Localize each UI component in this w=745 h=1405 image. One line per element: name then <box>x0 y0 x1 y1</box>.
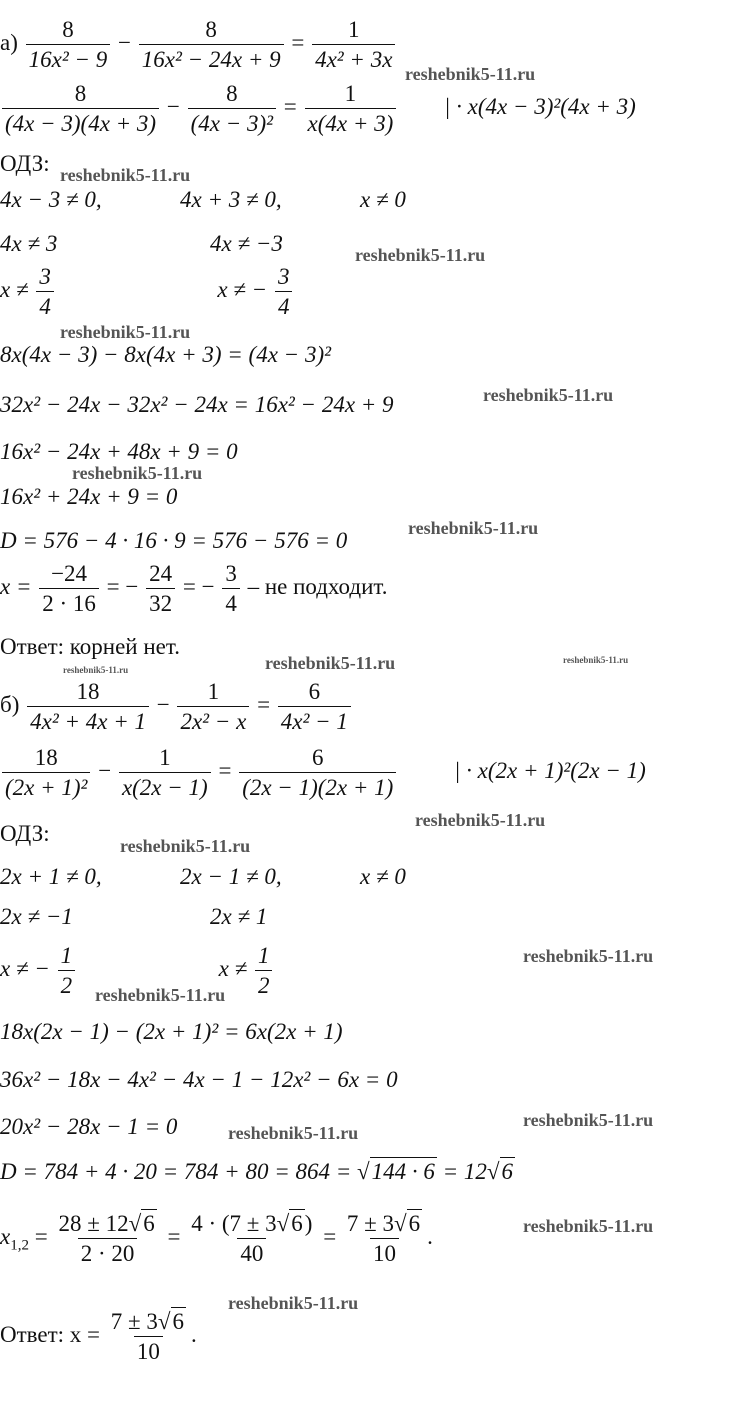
a-step4: 16x² + 24x + 9 = 0 <box>0 484 178 509</box>
numerator <box>344 1212 425 1238</box>
equals: = <box>34 1223 48 1249</box>
fraction <box>177 680 249 733</box>
fraction <box>188 82 276 135</box>
numerator: 3 <box>225 561 237 586</box>
denominator: (4x − 3)² <box>188 108 276 135</box>
b-odz-line1 <box>0 865 406 888</box>
numerator: 1 <box>207 679 220 704</box>
numerator: 18 <box>34 745 58 770</box>
fraction <box>2 746 90 799</box>
a-step1: 8x(4x − 3) − 8x(4x + 3) = (4x − 3)² <box>0 342 331 367</box>
numerator <box>188 1212 315 1238</box>
num-text: 28 ± 12 <box>58 1211 129 1236</box>
watermark: reshebnik5-11.ru <box>95 985 226 1005</box>
b-odz-line2 <box>0 905 267 928</box>
fraction <box>108 1310 189 1363</box>
numerator: 8 <box>62 17 74 42</box>
fraction <box>36 265 54 318</box>
condition: x ≠ 0 <box>360 187 406 212</box>
watermark: reshebnik5-11.ru <box>563 655 629 665</box>
label-a: а) <box>0 29 18 55</box>
numerator: 6 <box>311 745 324 770</box>
sqrt: √6 <box>128 1211 155 1236</box>
sqrt: √144 · 6 <box>356 1159 435 1184</box>
denominator: 4 <box>36 291 54 318</box>
numerator: 1 <box>60 943 73 968</box>
num-text: ) <box>304 1211 313 1236</box>
fraction <box>119 746 211 799</box>
denominator: (4x − 3)(4x + 3) <box>2 108 159 135</box>
radicand: 6 <box>172 1309 185 1334</box>
num-text: 4 · (7 ± 3 <box>191 1211 277 1236</box>
condition: 2x + 1 ≠ 0, <box>0 864 102 889</box>
condition: x ≠ <box>218 955 248 981</box>
radicand: 144 · 6 <box>371 1159 435 1184</box>
condition: 4x ≠ 3 <box>0 231 58 256</box>
denominator: 4x² + 3x <box>312 44 395 71</box>
watermark: reshebnik5-11.ru <box>483 385 614 405</box>
disc-text: = 12 <box>442 1159 487 1184</box>
sqrt: √6 <box>394 1211 421 1236</box>
root-x: x = <box>0 573 32 599</box>
denominator: 16x² − 9 <box>26 44 111 71</box>
condition: 2x − 1 ≠ 0, <box>180 864 282 889</box>
watermark: reshebnik5-11.ru <box>405 64 536 84</box>
watermark: reshebnik5-11.ru <box>228 1293 359 1313</box>
b-step1: 18x(2x − 1) − (2x + 1)² = 6x(2x + 1) <box>0 1019 343 1044</box>
watermark: reshebnik5-11.ru <box>523 1110 654 1130</box>
radicand: 6 <box>408 1211 421 1236</box>
denominator: 2x² − x <box>177 706 249 733</box>
root-note: – не подходит. <box>247 573 388 599</box>
fraction <box>139 18 284 71</box>
fraction <box>305 82 397 135</box>
condition: 2x ≠ 1 <box>210 904 268 929</box>
a-odz-line2 <box>0 232 283 255</box>
watermark: reshebnik5-11.ru <box>355 245 486 265</box>
a-step3: 16x² − 24x + 48x + 9 = 0 <box>0 439 238 464</box>
fraction <box>312 18 395 71</box>
watermark: reshebnik5-11.ru <box>408 518 539 538</box>
numerator: 1 <box>344 81 357 106</box>
numerator: 6 <box>308 679 321 704</box>
numerator: 8 <box>226 81 238 106</box>
fraction <box>188 1212 315 1265</box>
fraction <box>275 265 293 318</box>
denominator: 2 · 16 <box>39 588 99 615</box>
numerator: −24 <box>51 561 88 586</box>
denominator: x(4x + 3) <box>305 108 397 135</box>
a-odz-line3 <box>0 265 294 318</box>
watermark: reshebnik5-11.ru <box>523 946 654 966</box>
watermark: reshebnik5-11.ru <box>60 165 191 185</box>
condition: x ≠ − <box>0 955 50 981</box>
answer-text: Ответ: x = <box>0 1321 101 1347</box>
watermark: reshebnik5-11.ru <box>523 1216 654 1236</box>
watermark: reshebnik5-11.ru <box>265 653 396 673</box>
num-text: 7 ± 3 <box>346 1211 395 1236</box>
denominator: (2x − 1)(2x + 1) <box>239 772 396 799</box>
numerator: 1 <box>159 745 171 770</box>
multiplier: | · x(2x + 1)²(2x − 1) <box>454 757 646 783</box>
a-eq1: а) $\frac{8}{\text{16x² − 9}}$ − $\frac{8}{\text{16x² − 24x + 9}}$ = $\frac{1}{\text{4x² + 3x}}$ <box>0 18 397 71</box>
fraction <box>222 562 240 615</box>
b-discriminant <box>0 1160 515 1183</box>
sqrt: √6 <box>486 1159 514 1184</box>
a-answer: Ответ: корней нет. <box>0 634 180 659</box>
watermark: reshebnik5-11.ru <box>415 810 546 830</box>
b-roots: $x_{1,2}$ = $\frac{28 \pm 12√6}{2 \cdot 20}$ = $\frac{4 \cdot (7 \pm 3√6)}{40}$ = $\frac{7 \pm 3√6}{10}$ . <box>0 1211 433 1266</box>
denominator: 2 <box>58 970 76 997</box>
a-odz-title: ОДЗ: <box>0 151 50 176</box>
denominator: 40 <box>237 1238 266 1265</box>
fraction <box>255 944 273 997</box>
condition: x ≠ <box>0 276 29 302</box>
numerator: 8 <box>74 81 87 106</box>
numerator: 24 <box>149 561 173 586</box>
a-step2: 32x² − 24x − 32x² − 24x = 16x² − 24x + 9 <box>0 392 394 417</box>
radicand: 6 <box>501 1159 514 1184</box>
a-eq2: $\frac{8}{(4x - 3)(4x + 3)}$ − $\frac{8}{\text{(4x − 3)²}}$ = $\frac{1}{x(4x + 3)}$ | · x(4x − 3)²(4x + 3) <box>0 82 636 135</box>
denominator: 10 <box>134 1336 163 1363</box>
a-odz-line1 <box>0 188 406 211</box>
numerator: 8 <box>205 17 217 42</box>
numerator <box>55 1212 159 1238</box>
root-subscript: 1,2 <box>10 1237 29 1254</box>
denominator: 32 <box>146 588 175 615</box>
period: . <box>191 1321 197 1347</box>
disc-text: D = 784 + 4 · 20 = 784 + 80 = 864 = <box>0 1159 352 1184</box>
b-answer <box>0 1310 197 1363</box>
watermark: reshebnik5-11.ru <box>120 836 251 856</box>
numerator: 1 <box>348 17 360 42</box>
denominator: 4 <box>275 291 293 318</box>
condition: x ≠ 0 <box>360 864 406 889</box>
denominator: 4x² + 4x + 1 <box>27 706 149 733</box>
numerator <box>108 1310 189 1336</box>
fraction <box>2 82 159 135</box>
b-step3: 20x² − 28x − 1 = 0 <box>0 1114 178 1139</box>
condition: 2x ≠ −1 <box>0 904 73 929</box>
b-step2: 36x² − 18x − 4x² − 4x − 1 − 12x² − 6x = 0 <box>0 1067 398 1092</box>
num-text: 7 ± 3 <box>110 1309 158 1334</box>
a-root: x = $\frac{-24}{2 \cdot 16}$ = − $\frac{24}{32}$ = − $\frac{3}{4}$ – не подходит. <box>0 561 388 616</box>
condition: 4x − 3 ≠ 0, <box>0 187 102 212</box>
denominator: 4x² − 1 <box>278 706 351 733</box>
label-b: б) <box>0 691 20 717</box>
numerator: 3 <box>39 264 51 289</box>
period: . <box>427 1223 433 1249</box>
b-eq2: $\frac{18}{\text{(2x + 1)²}}$ − $\frac{1}{x(2x - 1)}$ = $\frac{6}{(2x - 1)(2x + 1)}$ | · x(2x + 1)²(2x − 1) <box>0 746 646 799</box>
condition: 4x + 3 ≠ 0, <box>180 187 282 212</box>
b-odz-title: ОДЗ: <box>0 821 50 846</box>
numerator: 18 <box>76 679 100 704</box>
denominator: 2 <box>255 970 273 997</box>
fraction <box>26 18 111 71</box>
fraction <box>27 680 149 733</box>
condition: 4x ≠ −3 <box>210 231 283 256</box>
numerator: 1 <box>257 943 270 968</box>
sqrt: √6 <box>157 1309 185 1334</box>
condition: x ≠ − <box>217 276 268 302</box>
fraction <box>39 562 99 615</box>
denominator: x(2x − 1) <box>119 772 211 799</box>
fraction <box>55 1212 159 1265</box>
fraction <box>146 562 175 615</box>
root-x: x <box>0 1223 11 1249</box>
fraction <box>278 680 351 733</box>
watermark: reshebnik5-11.ru <box>60 322 191 342</box>
fraction <box>58 944 76 997</box>
denominator: 10 <box>370 1238 399 1265</box>
watermark: reshebnik5-11.ru <box>63 665 129 675</box>
watermark: reshebnik5-11.ru <box>228 1123 359 1143</box>
b-eq1: б) $\frac{18}{\text{4x² + 4x + 1}}$ − $\frac{1}{\text{2x² − x}}$ = $\frac{6}{\text{4x² − 1}}$ <box>0 680 353 733</box>
denominator: 4 <box>222 588 240 615</box>
radicand: 6 <box>143 1211 155 1236</box>
radicand: 6 <box>291 1211 303 1236</box>
numerator: 3 <box>277 264 290 289</box>
denominator: 16x² − 24x + 9 <box>139 44 284 71</box>
fraction <box>239 746 396 799</box>
denominator: (2x + 1)² <box>2 772 90 799</box>
fraction <box>344 1212 425 1265</box>
a-discriminant: D = 576 − 4 · 16 · 9 = 576 − 576 = 0 <box>0 528 348 553</box>
multiplier: | · x(4x − 3)²(4x + 3) <box>444 93 636 119</box>
denominator: 2 · 20 <box>78 1238 138 1265</box>
sqrt: √6 <box>276 1211 303 1236</box>
watermark: reshebnik5-11.ru <box>72 463 203 483</box>
